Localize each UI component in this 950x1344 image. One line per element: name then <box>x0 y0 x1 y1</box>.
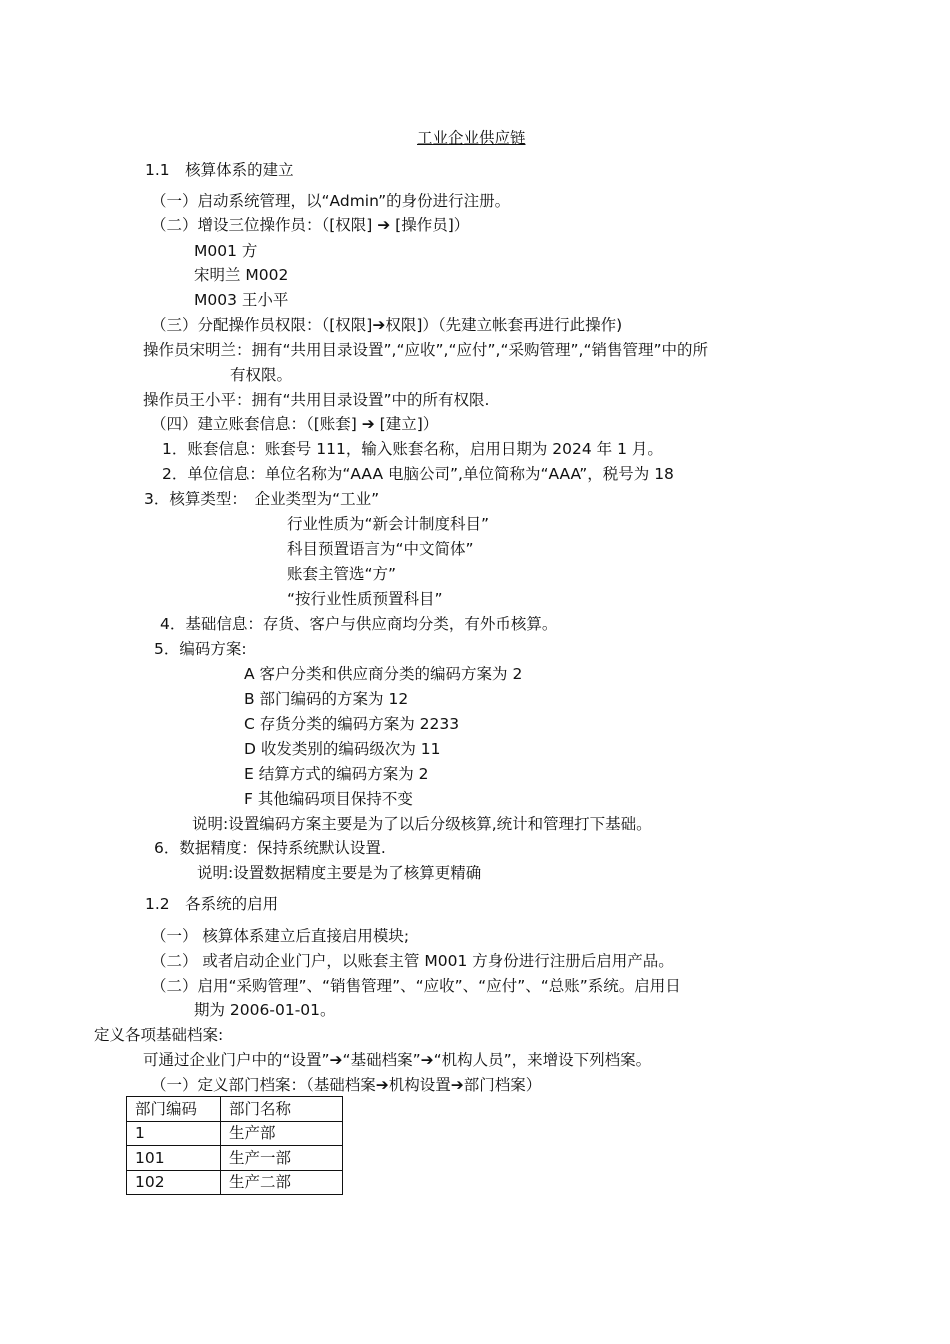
table-row <box>127 1121 343 1146</box>
step-2: （二）增设三位操作员：（[权限] ➔ [操作员]） <box>151 216 470 234</box>
table-header-cell: 部门编码 <box>127 1097 221 1122</box>
table-row <box>127 1170 343 1195</box>
table-cell: 102 <box>127 1170 221 1195</box>
list-item-2: 2．单位信息：单位名称为“AAA 电脑公司”,单位简称为“AAA”，税号为 18 <box>162 465 674 483</box>
coding-scheme-line: B 部门编码的方案为 12 <box>244 690 409 708</box>
account-type-line: 行业性质为“新会计制度科目” <box>287 515 490 533</box>
department-table <box>126 1096 343 1195</box>
section-heading-archives: 定义各项基础档案: <box>94 1026 224 1044</box>
step-3: （三）分配操作员权限：（[权限]➔权限]）（先建立帐套再进行此操作) <box>151 316 623 334</box>
permission-line: 操作员王小平：拥有“共用目录设置”中的所有权限. <box>143 391 490 409</box>
permission-line: 操作员宋明兰：拥有“共用目录设置”,“应收”,“应付”,“采购管理”,“销售管理”中的所 <box>143 341 709 359</box>
list-item-4: 4．基础信息：存货、客户与供应商均分类，有外币核算。 <box>160 615 558 633</box>
step-1: （一）启动系统管理，以“Admin”的身份进行注册。 <box>151 192 511 210</box>
list-item-6: 6．数据精度：保持系统默认设置. <box>154 839 386 857</box>
step-4: （四）建立账套信息：（[账套] ➔ [建立]） <box>151 415 439 433</box>
enable-line: （二）启用“采购管理”、“销售管理”、“应收”、“应付”、“总账”系统。启用日 <box>151 977 681 995</box>
operator-line: M003 王小平 <box>194 291 289 309</box>
operator-line: M001 方 <box>194 242 258 260</box>
doc-title: 工业企业供应链 <box>417 129 526 147</box>
table-row <box>127 1146 343 1171</box>
coding-scheme-line: F 其他编码项目保持不变 <box>244 790 413 808</box>
table-cell: 101 <box>127 1146 221 1171</box>
table-header-cell: 部门名称 <box>221 1097 343 1122</box>
account-type-line: 科目预置语言为“中文简体” <box>287 540 474 558</box>
table-cell: 1 <box>127 1121 221 1146</box>
table-cell: 生产部 <box>221 1121 343 1146</box>
section-heading-1-1: 1.1 核算体系的建立 <box>145 161 294 179</box>
coding-scheme-line: E 结算方式的编码方案为 2 <box>244 765 429 783</box>
coding-scheme-line: C 存货分类的编码方案为 2233 <box>244 715 460 733</box>
account-type-line: “按行业性质预置科目” <box>287 590 443 608</box>
list-item-5: 5．编码方案: <box>154 640 247 658</box>
enable-line: （一） 核算体系建立后直接启用模块; <box>151 927 410 945</box>
archives-intro: 可通过企业门户中的“设置”➔“基础档案”➔“机构人员”，来增设下列档案。 <box>143 1051 652 1069</box>
enable-line: （二） 或者启动企业门户，以账套主管 M001 方身份进行注册后启用产品。 <box>151 952 674 970</box>
table-header-row <box>127 1097 343 1122</box>
table-cell: 生产一部 <box>221 1146 343 1171</box>
coding-scheme-line: A 客户分类和供应商分类的编码方案为 2 <box>244 665 523 683</box>
section-heading-1-2: 1.2 各系统的启用 <box>145 895 279 913</box>
enable-line-cont: 期为 2006-01-01。 <box>194 1001 336 1019</box>
note-line: 说明:设置数据精度主要是为了核算更精确 <box>197 864 482 882</box>
operator-line: 宋明兰 M002 <box>194 266 289 284</box>
account-type-line: 账套主管选“方” <box>287 565 397 583</box>
table-cell: 生产二部 <box>221 1170 343 1195</box>
list-item-3: 3．核算类型： 企业类型为“工业” <box>144 490 380 508</box>
permission-line-cont: 有权限。 <box>230 366 293 384</box>
list-item-1: 1．账套信息：账套号 111，输入账套名称，启用日期为 2024 年 1 月。 <box>162 440 663 458</box>
coding-scheme-line: D 收发类别的编码级次为 11 <box>244 740 441 758</box>
dept-archive-step: （一）定义部门档案：（基础档案➔机构设置➔部门档案） <box>151 1076 542 1094</box>
note-line: 说明:设置编码方案主要是为了以后分级核算,统计和管理打下基础。 <box>192 815 652 833</box>
